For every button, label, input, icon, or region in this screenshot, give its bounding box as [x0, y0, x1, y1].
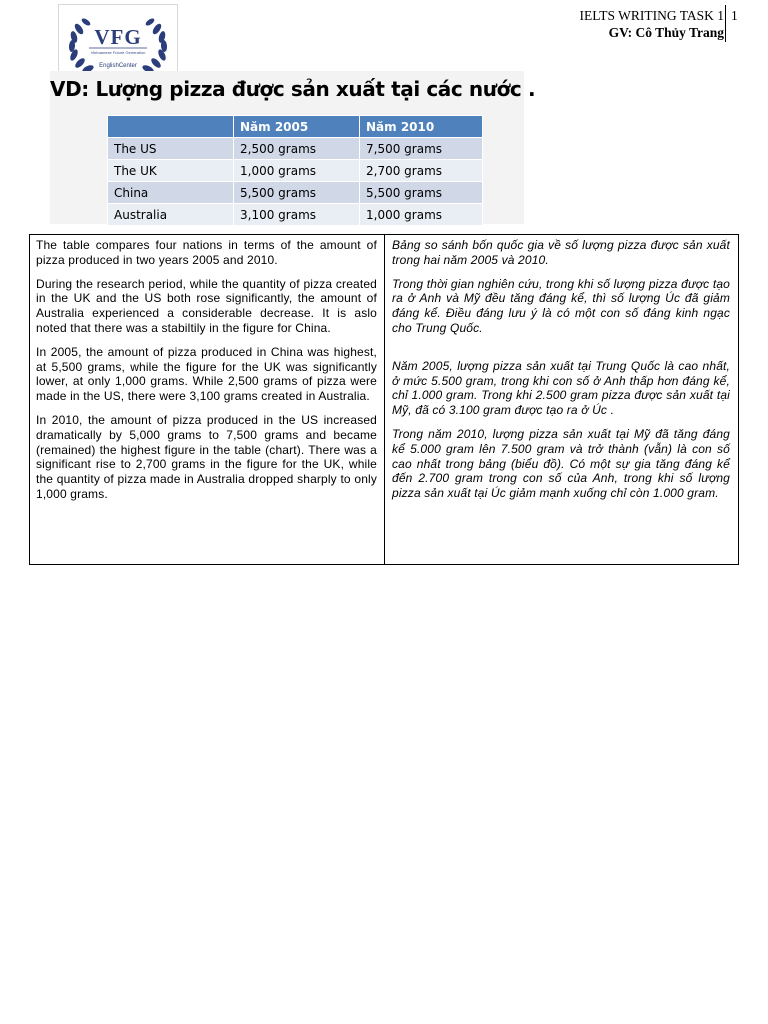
table-cell-country: Australia — [108, 204, 234, 226]
vietnamese-translation-column — [392, 238, 730, 510]
table-cell-value: 3,100 grams — [234, 204, 360, 226]
english-paragraph-2005: In 2005, the amount of pizza produced in China was highest, at 5,500 grams, while the figure for the UK was significantly lower, at only 1,000 grams. While 2,500 grams of pizza were made in the US, there were 3,100 grams created in Australia. — [36, 344, 377, 404]
logo-center-name: EnglishCenter — [99, 63, 137, 69]
table-cell-value: 2,700 grams — [360, 160, 483, 182]
vietnamese-paragraph-2005: Năm 2005, lượng pizza sản xuất tại Trung Quốc là cao nhất, ở mức 5.500 gram, trong khi con số ở Anh thấp hơn đáng kể, chỉ 1.000 gram. Trong khi 2.500 gram pizza được sản xuất tại Mỹ, đã có 3.100 gram được tạo ra ở Úc . — [392, 358, 730, 418]
table-cell-value: 5,500 grams — [234, 182, 360, 204]
english-essay-column — [36, 238, 377, 511]
english-paragraph-intro: The table compares four nations in terms of the amount of pizza produced in two years 2005 and 2010. — [36, 238, 377, 267]
table-row — [108, 182, 483, 204]
table-cell-value: 7,500 grams — [360, 138, 483, 160]
header-divider — [725, 5, 726, 42]
table-cell-country: China — [108, 182, 234, 204]
logo-brand-text: VFG — [94, 25, 142, 49]
table-header-cell: Năm 2010 — [360, 116, 483, 138]
vietnamese-paragraph-2010: Trong năm 2010, lượng pizza sản xuất tại Mỹ đã tăng đáng kể 5.000 gram lên 7.500 gram và trở thành (vẫn) là con số cao nhất trong bảng (biểu đồ). Có một sự gia tăng đáng kể đến 2.700 gram trong con số của Anh, trong khi số lượng pizza sản xuất tại Úc giảm mạnh xuống chỉ còn 1.000 gram. — [392, 426, 730, 501]
table-row — [108, 160, 483, 182]
vietnamese-paragraph-overview: Trong thời gian nghiên cứu, trong khi số lượng pizza được tạo ra ở Anh và Mỹ đều tăng đáng kể, thì số lượng Úc đã giảm đáng kể. Điều đáng lưu ý là có một con số đáng kinh ngạc cho Trung Quốc. — [392, 276, 730, 335]
english-paragraph-overview: During the research period, while the quantity of pizza created in the UK and the US both rose significantly, the amount of Australia experienced a considerable decrease. It is aslo noted that there was a stabiltily in the figure for China. — [36, 276, 377, 335]
vietnamese-paragraph-intro: Bảng so sánh bốn quốc gia về số lượng pizza được sản xuất trong hai năm 2005 và 2010. — [392, 238, 730, 267]
english-paragraph-2010: In 2010, the amount of pizza produced in the US increased dramatically by 5,000 grams to 7,500 grams and became (remained) the highest figure in the table (chart). There was a significant rise to 2,700 grams in the figure for the UK, while the quantity of pizza made in Australia dropped sharply to only 1,000 grams. — [36, 412, 377, 501]
table-row — [108, 204, 483, 226]
table-header-cell — [108, 116, 234, 138]
table-header-cell: Năm 2005 — [234, 116, 360, 138]
table-cell-country: The US — [108, 138, 234, 160]
example-title-band — [50, 71, 536, 112]
table-cell-value: 2,500 grams — [234, 138, 360, 160]
column-divider — [384, 235, 385, 564]
header-title: IELTS WRITING TASK 1 — [579, 8, 724, 23]
table-cell-value: 1,000 grams — [360, 204, 483, 226]
logo-tagline: Vietnamese Future Generation — [90, 50, 146, 55]
table-cell-value: 1,000 grams — [234, 160, 360, 182]
table-cell-value: 5,500 grams — [360, 182, 483, 204]
page-number: 1 — [731, 8, 738, 23]
essay-box — [29, 234, 739, 565]
table-cell-country: The UK — [108, 160, 234, 182]
header-teacher: GV: Cô Thủy Trang — [608, 25, 724, 40]
example-title: VD: Lượng pizza được sản xuất tại các nước . — [50, 77, 536, 101]
page-header — [579, 7, 724, 41]
table-row — [108, 138, 483, 160]
table-header-row — [108, 116, 483, 138]
pizza-production-table — [107, 115, 483, 226]
